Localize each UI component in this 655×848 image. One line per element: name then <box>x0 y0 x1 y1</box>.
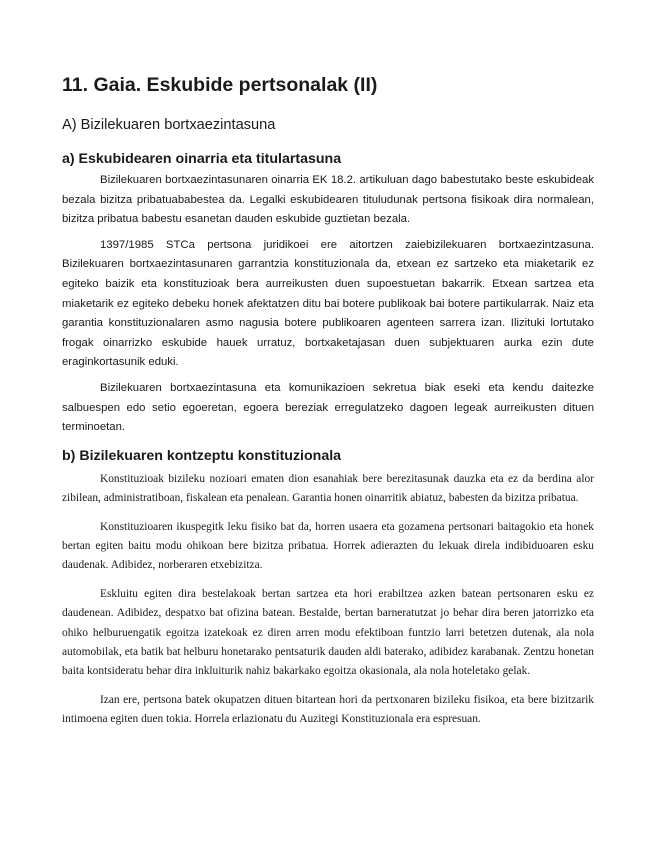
section-a <box>62 149 594 438</box>
section-a-paragraph-2: 1397/1985 STCa pertsona juridikoei ere aitortzen zaiebizilekuaren bortxaezintzasuna. Bizilekuaren bortxaezintasunaren garrantzia konstituzionala da, etxean ez sartzeko eta miaketarik ez egiteko baizik eta konstituzioak bera aurreikusten duen supoestuetan bakarrik. Etxean sartzea eta miaketarik ez egiteko debeku honek afektatzen ditu bai botere publikoak bai botere partikularrak. Naiz eta garantia konstituzionalaren asmo nagusia botere publikoaren agenteen sarrera izan. Ilizituki lortutako frogak oinarrizko eskubide hauek urratuz, bortxaketajasan duen subjektuaren aurka ezin dute eraginkortasunik eduki. <box>62 238 594 369</box>
section-a-heading: a) Eskubidearen oinarria eta titulartasuna <box>62 151 342 167</box>
section-b-paragraph-2: Konstituzioaren ikuspegitk leku fisiko bat da, horren usaera eta gozamena pertsonari baitagokio eta honek bertan egiten baitu modu ohikoan bere bizitza pribatua. Horrek adierazten du lekuak direla indibiduoaren esku daudenak. Adibidez, norberaren etxebizitza. <box>62 520 594 572</box>
page-title: 11. Gaia. Eskubide pertsonalak (II) <box>62 74 378 96</box>
section-a-paragraph-1: Bizilekuaren bortxaezintasunaren oinarria EK 18.2. artikuluan dago babestutako beste eskubideak bezala bizitza pribatuababestea da. Legalki eskubidearen tituludunak pertsona fisikoak dira normalean, bizitza pribatua babestu esanetan dauden eskubide guztietan bezala. <box>62 174 594 226</box>
section-b <box>62 446 594 730</box>
page-subtitle: A) Bizilekuaren bortxaezintasuna <box>62 117 276 133</box>
section-b-paragraph-1: Konstituzioak bizileku nozioari ematen dion esanahiak bere berezitasunak dauzka eta ez da berdina alor zibilean, administratiboan, fiskalean eta penalean. Garantia honen oinarritik abiatuz, babesten da bizitza pribatua. <box>62 472 594 505</box>
section-b-paragraph-4: Izan ere, pertsona batek okupatzen dituen bitartean hori da pertxonaren bizileku fisikoa, eta bere bizitzarik intimoena egiten duen tokia. Horrela erlazionatu du Auzitegi Konstituzionala era espresuan. <box>62 693 594 726</box>
section-a-paragraph-3: Bizilekuaren bortxaezintasuna eta komunikazioen sekretua biak eseki eta kendu daitezke salbuespen edo setio egoeretan, egoera bereziak erregulatzeko dagoen legeak aurreikusten dituen terminoetan. <box>62 381 594 434</box>
section-b-heading: b) Bizilekuaren kontzeptu konstituzionala <box>62 447 342 464</box>
document-page <box>62 72 594 739</box>
section-b-paragraph-3: Eskluitu egiten dira bestelakoak bertan sartzea eta hori erabiltzea azken batean pertsonaren esku ez daudenean. Adibidez, despatxo bat ofizina batean. Bestalde, bertan barneratutzat jo behar dira beren jatorrizko eta ohiko helburuengatik egoitza izatekoak ez diren arren modu efektiboan funtzio larri betetzen dutenak, ala nola automobilak, eta batik bat helburu honetarako pentsaturik dauden aldi baterako, adibidez karabanak. Zentzu honetan baita kontsideratu behar dira inkluiturik nahiz bakarkako egoitza okasionala, ala nola hoteletako gelak. <box>62 587 594 678</box>
